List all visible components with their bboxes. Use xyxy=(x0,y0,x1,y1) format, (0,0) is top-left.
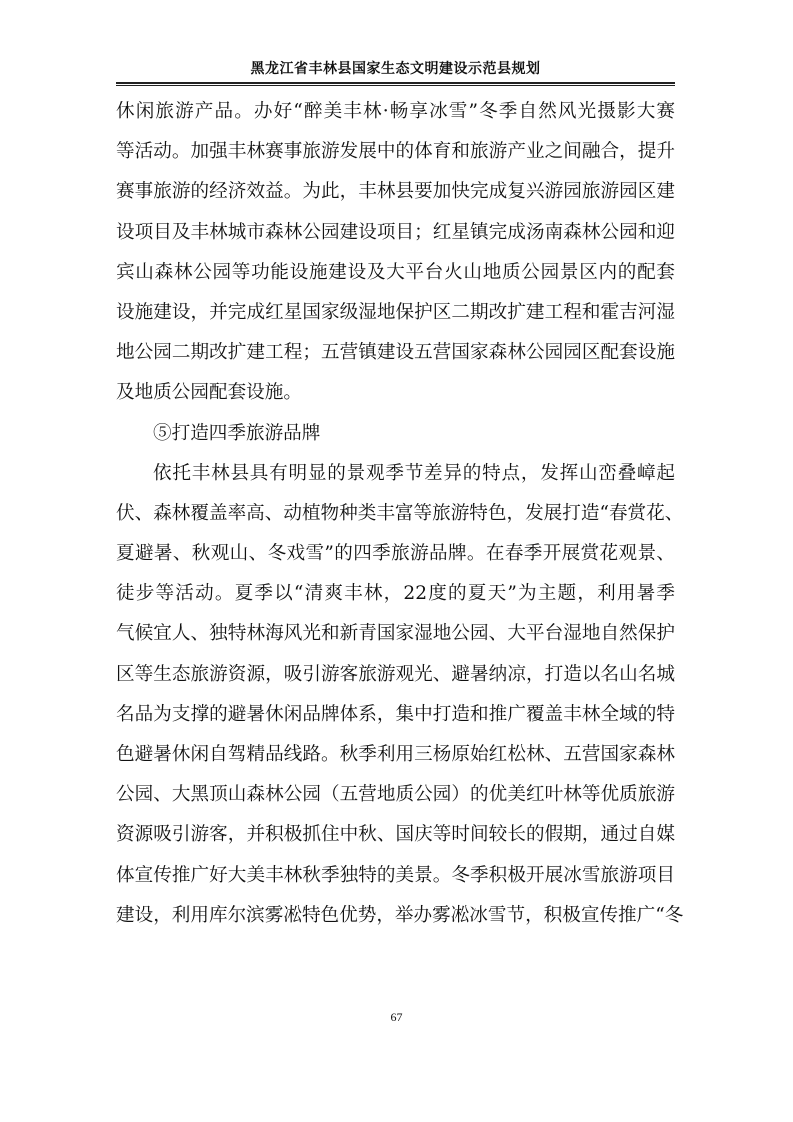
text-line: 夏避暑、秋观山、冬戏雪”的四季旅游品牌。在春季开展赏花观景、 xyxy=(116,543,675,565)
text-line: 设项目及丰林城市森林公园建设项目；红星镇完成汤南森林公园和迎 xyxy=(116,221,675,243)
body-text xyxy=(116,92,684,936)
page-header-title: 黑龙江省丰林县国家生态文明建设示范县规划 xyxy=(250,61,541,77)
text-line: 伏、森林覆盖率高、动植物种类丰富等旅游特色，发展打造“春赏花、 xyxy=(116,502,684,524)
text-line: 设施建设，并完成红星国家级湿地保护区二期改扩建工程和霍吉河湿 xyxy=(116,301,675,323)
text-line: 建设，利用库尔滨雾凇特色优势，举办雾凇冰雪节，积极宣传推广“冬 xyxy=(116,904,684,926)
text-line: 徒步等活动。夏季以“清爽丰林，22度的夏天”为主题，利用暑季 xyxy=(116,583,675,605)
text-line: 体宣传推广好大美丰林秋季独特的美景。冬季积极开展冰雪旅游项目 xyxy=(116,864,675,886)
page-number: 67 xyxy=(390,1010,403,1024)
header-rule xyxy=(116,85,675,86)
text-line: 资源吸引游客，并积极抓住中秋、国庆等时间较长的假期，通过自媒 xyxy=(116,824,675,846)
text-line: 等活动。加强丰林赛事旅游发展中的体育和旅游产业之间融合，提升 xyxy=(116,141,675,163)
text-line: 休闲旅游产品。办好“醉美丰林·畅享冰雪”冬季自然风光摄影大赛 xyxy=(116,101,675,122)
text-line: 区等生态旅游资源，吸引游客旅游观光、避暑纳凉，打造以名山名城 xyxy=(116,663,675,685)
text-line: 名品为支撑的避暑休闲品牌体系，集中打造和推广覆盖丰林全域的特 xyxy=(116,703,675,725)
header-rule xyxy=(116,82,675,84)
text-line: 及地质公园配套设施。 xyxy=(116,382,302,404)
section-heading: ⑤打造四季旅游品牌 xyxy=(153,422,321,444)
text-line: 赛事旅游的经济效益。为此，丰林县要加快完成复兴游园旅游园区建 xyxy=(116,181,675,203)
text-line: 公园、大黑顶山森林公园（五营地质公园）的优美红叶林等优质旅游 xyxy=(116,784,675,806)
text-line: 气候宜人、独特林海风光和新青国家湿地公园、大平台湿地自然保护 xyxy=(116,623,675,645)
text-line: 色避暑休闲自驾精品线路。秋季利用三杨原始红松林、五营国家森林 xyxy=(116,744,675,765)
text-line: 地公园二期改扩建工程；五营镇建设五营国家森林公园园区配套设施 xyxy=(116,342,675,364)
text-line: 依托丰林县具有明显的景观季节差异的特点，发挥山峦叠嶂起 xyxy=(153,462,675,484)
text-line: 宾山森林公园等功能设施建设及大平台火山地质公园景区内的配套 xyxy=(116,261,675,283)
